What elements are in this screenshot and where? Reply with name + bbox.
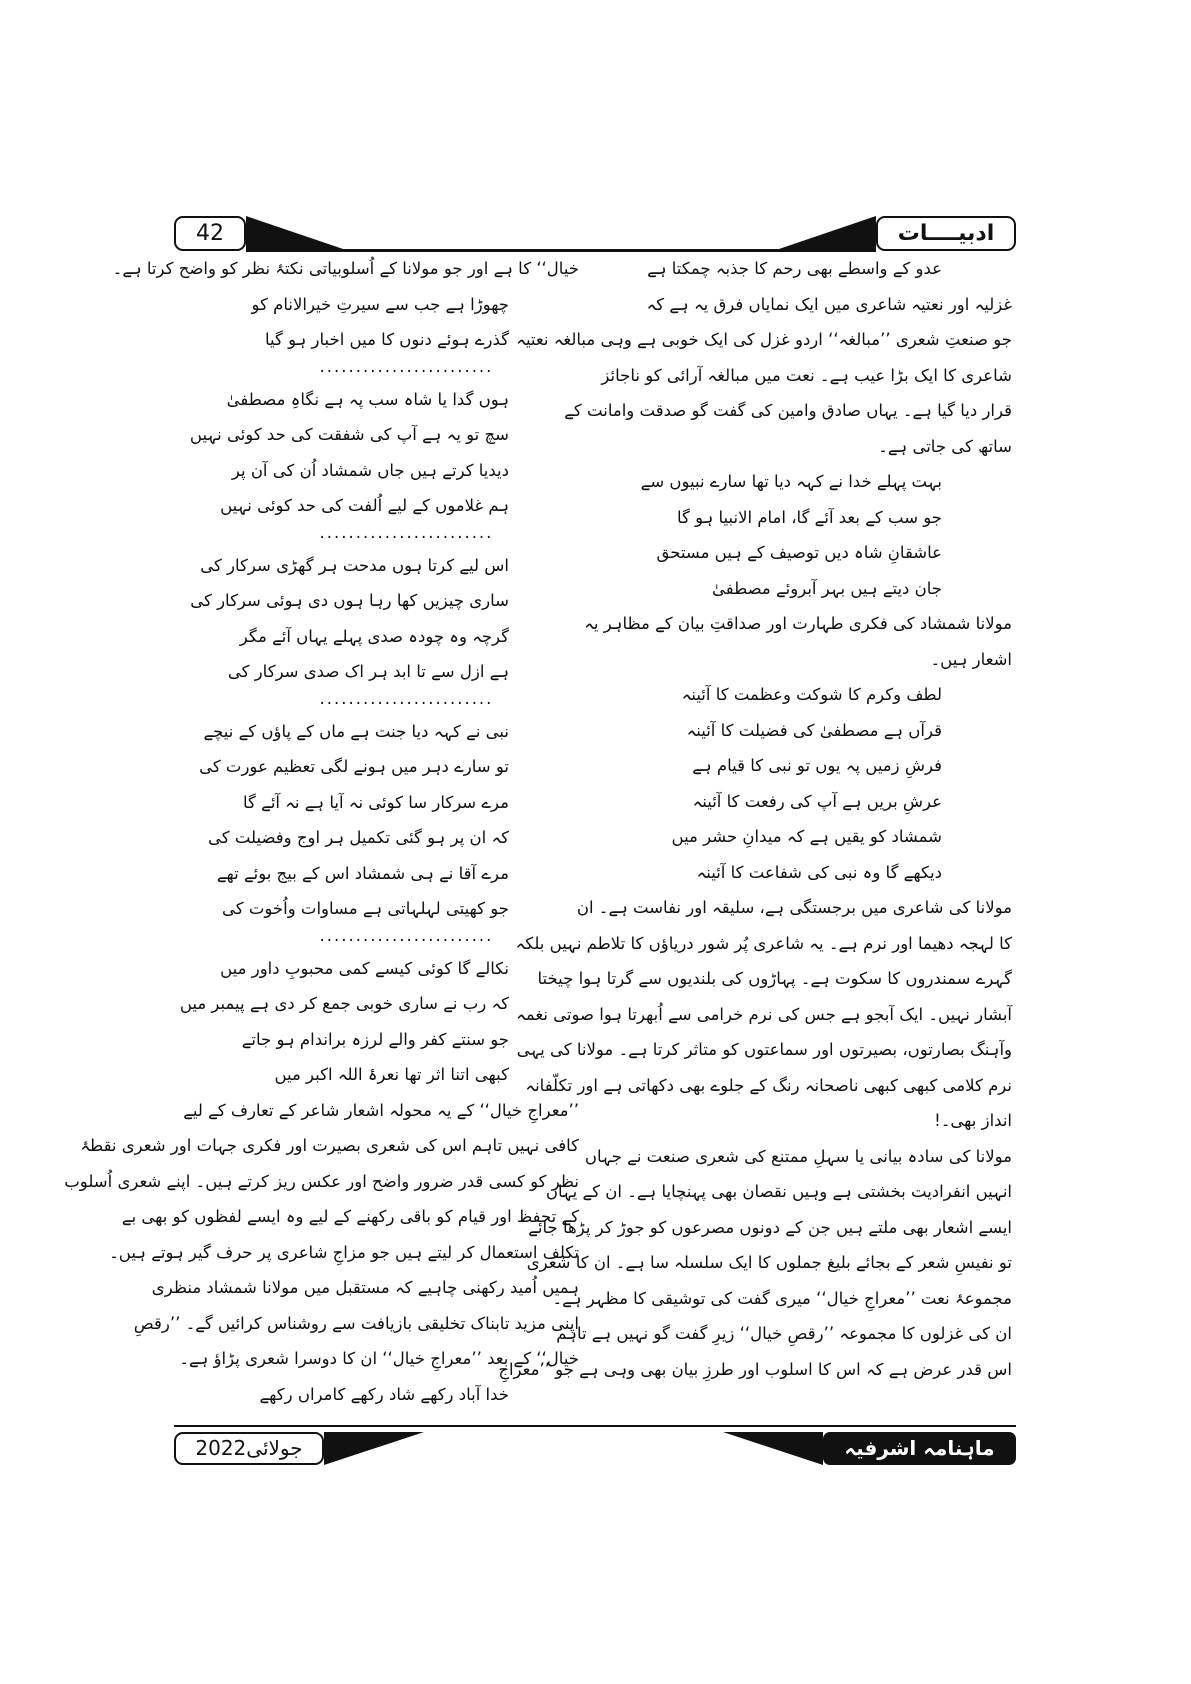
right-col-verse-line: جان دیتے ہیں بہر آبروئے مصطفیٰ xyxy=(711,578,942,598)
left-column xyxy=(64,251,579,1412)
left-col-verse-line: نکالے گا کوئی کیسے کمی محبوبِ داور میں xyxy=(220,958,509,978)
left-col-verse-line: مرے آقا نے ہی شمشاد اس کے بیج بوئے تھے xyxy=(216,863,509,883)
left-col-verse-line: ہے ازل سے تا ابد ہر اک صدی سرکار کی xyxy=(227,662,509,681)
right-col-verse-line: شمشاد کو یقیں ہے کہ میدانِ حشر میں xyxy=(671,827,942,846)
left-col-verse-line: خدا آباد رکھے شاد رکھے کامراں رکھے xyxy=(259,1384,509,1404)
left-col-separator: ........................ xyxy=(319,925,494,945)
left-col-separator: ........................ xyxy=(319,356,494,376)
left-col-verse-line: ہم غلاموں کے لیے اُلفت کی حد کوئی نہیں xyxy=(220,496,509,515)
header-arrow-left xyxy=(246,216,346,252)
header-arrow-right xyxy=(776,216,876,252)
left-col-separator: ........................ xyxy=(319,688,494,708)
left-col-verse-line: ساری چیزیں کھا رہا ہوں دی ہوئی سرکار کی xyxy=(190,591,509,610)
right-col-verse-line: قرآں ہے مصطفیٰ کی فضیلت کا آئینہ xyxy=(686,720,942,740)
left-col-verse-line: کہ ان پر ہو گئی تکمیل ہر اوج وفضیلت کی xyxy=(207,828,509,847)
right-col-prose-line: نرم کلامی کبھی کبھی ناصحانہ رنگ کے جلوے بھی دکھاتی ہے اور تکلّفانہ xyxy=(525,1075,1012,1095)
issue-date: جولائی2022 xyxy=(174,1432,324,1465)
left-col-verse-line: گذرے ہوئے دنوں کا میں اخبار ہو گیا xyxy=(265,330,509,349)
right-col-prose-line: ساتھ کی جاتی ہے۔ xyxy=(878,436,1012,456)
left-col-verse-line: چھوڑا ہے جب سے سیرتِ خیرالانام کو xyxy=(251,294,509,314)
right-col-prose-line: اشعار ہیں۔ xyxy=(930,649,1012,669)
right-col-prose-line: شاعری کا ایک بڑا عیب ہے۔ نعت میں مبالغہ آرائی کو ناجائز xyxy=(601,365,1012,385)
magazine-title: ماہنامہ اشرفیہ xyxy=(823,1432,1016,1465)
right-col-prose-line: گہرے سمندروں کا سکوت ہے۔ پہاڑوں کی بلندیوں سے گرتا ہوا چیختا xyxy=(537,969,1012,988)
left-col-verse-line: جو کھیتی لہلہاتی ہے مساوات واُخوت کی xyxy=(222,899,509,918)
left-col-prose-line: نظر کو کسی قدر ضرور واضح اور عکس ریز کرتے ہیں۔ اپنے شعری اُسلوب xyxy=(64,1171,579,1191)
right-col-prose-line: انہیں انفرادیت بخشتی ہے وہیں نقصان بھی پہنچایا ہے۔ ان کے یہاں xyxy=(545,1182,1012,1201)
left-col-verse-line: گرچہ وہ چودہ صدی پہلے یہاں آئے مگر xyxy=(239,626,509,646)
right-col-verse-line: جو سب کے بعد آئے گا، امام الانبیا ہو گا xyxy=(676,507,942,527)
right-col-verse-line: عدو کے واسطے بھی رحم کا جذبہ چمکتا ہے xyxy=(647,259,942,278)
right-col-prose-line: تو نفیسِ شعر کے بجائے بلیغ جملوں کا ایک سلسلہ سا ہے۔ ان کا شعری xyxy=(526,1253,1012,1272)
right-col-prose-line: وآہنگ بصارتوں، بصیرتوں اور سماعتوں کو متاثر کرتا ہے۔ مولانا کی یہی xyxy=(516,1040,1012,1059)
left-col-separator: ........................ xyxy=(319,522,494,542)
left-col-prose-line: اپنی مزید تابناک تخلیقی بازیافت سے روشناس کرائیں گے۔ ’’رقصِ xyxy=(133,1313,579,1333)
right-col-prose-line: ایسے اشعار بھی ملتے ہیں جن کے دونوں مصرعوں کو جوڑ کر پڑھا جائے xyxy=(528,1217,1012,1237)
footer-arrow-right xyxy=(723,1432,823,1466)
footer-arrow-left xyxy=(324,1432,424,1466)
left-col-prose-line: کے تحفظ اور قیام کو باقی رکھنے کے لیے وہ ایسے لفظوں کو بھی بے xyxy=(121,1207,579,1226)
right-col-prose-line: قرار دیا گیا ہے۔ یہاں صادق وامین کی گفت گو صدقت وامانت کے xyxy=(564,401,1012,420)
right-col-verse-line: فرشِ زمیں پہ یوں تو نبی کا قیام ہے xyxy=(692,756,942,775)
left-col-prose-line: خیال‘‘ کے بعد ’’معراجِ خیال‘‘ ان کا دوسرا شعری پڑاؤ ہے۔ xyxy=(179,1349,579,1368)
left-col-prose-line: کافی نہیں تاہم اس کی شعری بصیرت اور فکری جہات اور شعری نقطۂ xyxy=(80,1136,579,1155)
left-col-verse-line: نبی نے کہہ دیا جنت ہے ماں کے پاؤں کے نیچے xyxy=(203,721,509,741)
left-col-prose-line: تکلف استعمال کر لیتے ہیں جو مزاجِ شاعری پر حرف گیر ہوتے ہیں۔ xyxy=(109,1242,579,1262)
right-col-prose-line: اس قدر عرض ہے کہ اس کا اسلوب اور طرزِ بیان بھی وہی ہے جو ’’معراجِ xyxy=(498,1359,1012,1379)
left-col-verse-line: تو سارے دہر میں ہونے لگی تعظیم عورت کی xyxy=(199,757,509,776)
right-col-prose-line: مولانا کی سادہ بیانی یا سہلِ ممتنع کی شعری صنعت نے جہاں xyxy=(584,1146,1012,1166)
left-col-verse-line: سچ تو یہ ہے آپ کی شفقت کی حد کوئی نہیں xyxy=(189,425,509,444)
right-col-prose-line: مولانا شمشاد کی فکری طہارت اور صداقتِ بیان کے مظاہر یہ xyxy=(584,614,1012,633)
right-col-prose-line: غزلیہ اور نعتیہ شاعری میں ایک نمایاں فرق یہ ہے کہ xyxy=(646,294,1012,314)
left-col-verse-line: دیدیا کرتے ہیں جاں شمشاد اُن کی آن پر xyxy=(231,460,509,480)
right-col-prose-line: کا لہجہ دھیما اور نرم ہے۔ یہ شاعری پُر شور دریاؤں کا تلاطم نہیں بلکہ xyxy=(515,933,1012,953)
right-col-verse-line: لطف وکرم کا شوکت وعظمت کا آئینہ xyxy=(681,685,942,704)
left-col-verse-line: جو سنتے کفر والے لرزہ براندام ہو جاتے xyxy=(241,1029,509,1049)
right-col-prose-line: جو صنعتِ شعری ’’مبالغہ‘‘ اردو غزل کی ایک خوبی ہے وہی مبالغہ نعتیہ xyxy=(516,330,1012,349)
left-col-verse-line: کہ رب نے ساری خوبی جمع کر دی ہے پیمبر میں xyxy=(179,994,509,1013)
page-number: 42 xyxy=(174,216,246,251)
right-col-prose-line: مولانا کی شاعری میں برجستگی ہے، سلیقہ اور نفاست ہے۔ ان xyxy=(576,898,1012,917)
left-col-prose-line: ’’معراجِ خیال‘‘ کے یہ محولہ اشعار شاعر کے تعارف کے لیے xyxy=(183,1100,579,1120)
right-col-verse-line: بہت پہلے خدا نے کہہ دیا تھا سارے نبیوں سے xyxy=(640,472,942,491)
left-col-verse-line: مرے سرکار سا کوئی نہ آیا ہے نہ آئے گا xyxy=(243,792,509,812)
right-column xyxy=(498,251,1012,1387)
left-col-prose-line: خیال‘‘ کا ہے اور جو مولانا کے اُسلوبیاتی نکتۂ نظر کو واضح کرتا ہے۔ xyxy=(112,259,579,278)
right-col-prose-line: مجموعۂ نعت ’’معراجِ خیال‘‘ میری گفت کی توشیقی کا مظہر ہے۔ xyxy=(552,1288,1012,1308)
right-col-verse-line: دیکھے گا وہ نبی کی شفاعت کا آئینہ xyxy=(696,862,942,882)
footer-rule xyxy=(174,1425,1016,1427)
right-col-prose-line: ان کی غزلوں کا مجموعہ ’’رقصِ خیال‘‘ زیرِ گفت گو نہیں ہے تاہم xyxy=(556,1324,1012,1343)
right-col-prose-line: انداز بھی۔! xyxy=(934,1111,1012,1130)
left-col-prose-line: ہمیں اُمید رکھنی چاہیے کہ مستقبل میں مولانا شمشاد منظری xyxy=(151,1278,579,1297)
left-col-verse-line: ہوں گدا یا شاہ سب پہ ہے نگاہِ مصطفیٰ xyxy=(226,389,509,409)
left-col-verse-line: کبھی اتنا اثر تھا نعرۂ اللہ اکبر میں xyxy=(274,1065,509,1084)
right-col-verse-line: عرشِ بریں ہے آپ کی رفعت کا آئینہ xyxy=(692,791,942,811)
section-title: ادبیــــات xyxy=(876,216,1016,251)
left-col-verse-line: اس لیے کرتا ہوں مدحت ہر گھڑی سرکار کی xyxy=(200,555,509,575)
right-col-prose-line: آبشار نہیں۔ ایک آبجو ہے جس کی نرم خرامی سے اُبھرتا ہوا صوتی نغمہ xyxy=(516,1004,1012,1024)
right-col-verse-line: عاشقانِ شاہ دیں توصیف کے ہیں مستحق xyxy=(656,543,942,562)
